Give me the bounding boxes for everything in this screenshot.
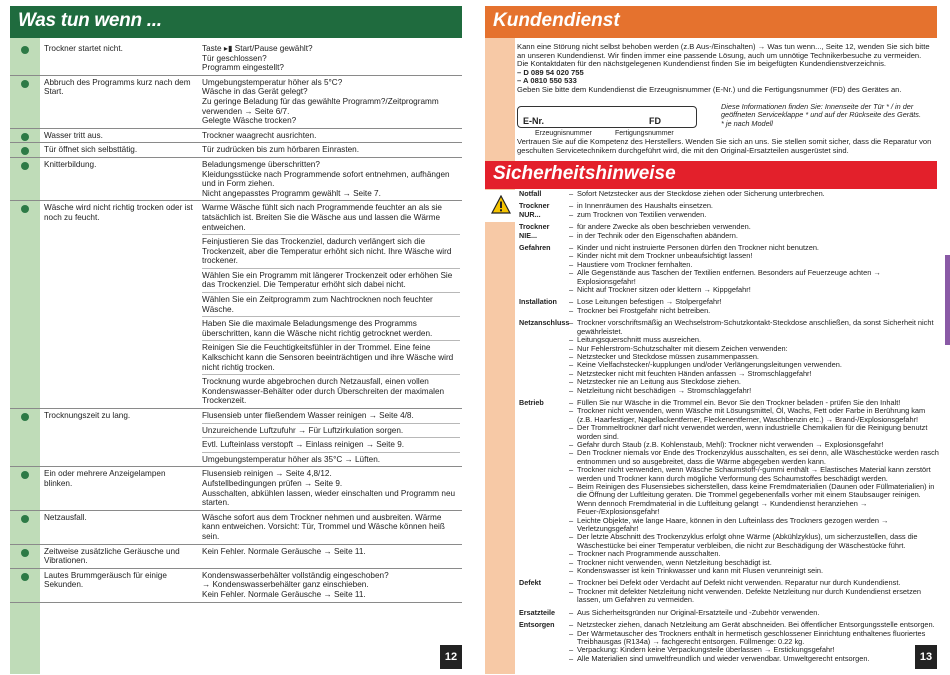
safety-item: – Haustiere vom Trockner fernhalten. [569,261,939,269]
solution-text: Wäsche sofort aus dem Trockner nehmen und ausbreiten. Wärme kann entweichen. Vorsicht: Tür, Trommel und Wäsche können heiß sein. [202,512,445,541]
kundendienst-line: Die Kontaktdaten für den nächstgelegenen Kundendienst finden Sie im beigefügten Kundendienstverzeichnis. [517,59,886,69]
fd-label: FD [649,116,661,126]
kundendienst-line: Geben Sie bitte dem Kundendienst die Erzeugnisnummer (E-Nr.) und die Fertigungsnummer (FD) des Gerätes an. [517,84,902,94]
enr-caption: Erzeugnisnummer [535,130,592,137]
safety-section-items [569,399,939,576]
safety-item: – Trockner nicht verwenden, wenn Wäsche mit Lösungsmittel, Öl, Wachs, Fett oder Farbe in Berührung kam (z.B. Haarfestiger, Nagellackentferner, Fleckenentferner, Waschbenzin etc.) → Brand-/Explosionsgefahr! [569,407,939,424]
safety-item: – Der Wärmetauscher des Trockners enthält in hermetisch geschlossener Einrichtung enthaltenes fluoriertes Treibhausgas (R134a) → fachgerecht entsorgen. Füllmenge: 0.22 kg. [569,630,939,647]
bullet-dot-icon [21,471,29,479]
safety-item: – Lose Leitungen befestigen → Stolpergefahr! [569,298,939,306]
bullet-dot-icon [21,80,29,88]
solution-text: Haben Sie die maximale Beladungsmenge des Programms überschritten, kann die Wäsche nicht richtig getrocknet werden. [202,316,460,340]
solution-text: Unzureichende Luftzufuhr → Für Luftzirkulation sorgen. [202,423,460,438]
solution-text: Feinjustieren Sie das Trockenziel, dadurch verlängert sich die Trockenzeit, aber die Temperatur erhöht sich nicht. Ihre Wäsche wird trockener. [202,234,460,268]
safety-item: – Trockner nach Programmende ausschalten. [569,550,939,558]
solutions-cell [200,42,462,75]
safety-section-label: Notfall [519,189,542,198]
solution-text: Beladungsmenge überschritten? Kleidungsstücke nach Programmende sofort entnehmen, aufhängen und in Form ziehen. Nicht angepasstes Programm gewählt → Seite 7. [202,159,450,198]
problem-cell: Lautes Brummgeräusch für einige Sekunden. [44,570,167,590]
bullet-dot-icon [21,549,29,557]
right-page [475,0,950,675]
safety-section [519,202,939,219]
problem-cell: Knitterbildung. [44,159,97,169]
table-row [10,409,462,467]
bullet-dot-icon [21,46,29,54]
safety-item: – Aus Sicherheitsgründen nur Original-Ersatzteile und -Zubehör verwenden. [569,609,939,617]
table-row [10,511,462,545]
table-row [10,569,462,603]
solution-text: Reinigen Sie die Feuchtigkeitsfühler in der Trommel. Eine feine Kalkschicht kann die Sensoren beeinträchtigen und ihre Wäsche wird nicht richtig trocken. [202,340,460,374]
solution-text: Umgebungstemperatur höher als 35°C → Lüften. [202,452,460,467]
safety-section-items [569,609,939,617]
safety-section-items [569,190,939,198]
type-plate-info: Diese Informationen finden Sie: Innenseite der Tür * / in der geöffneten Serviceklappe * und auf der Rückseite des Geräts. * je nach Modell [721,102,921,128]
troubleshooting-table [10,42,462,603]
safety-item: – Leitungsquerschnitt muss ausreichen. [569,336,939,344]
problem-cell: Wasser tritt aus. [44,130,103,140]
bullet-dot-icon [21,515,29,523]
safety-item: – für andere Zwecke als oben beschrieben verwenden. [569,223,939,231]
safety-section-label: Ersatzteile [519,607,555,617]
problem-cell: Tür öffnet sich selbsttätig. [44,145,138,155]
row-bullet [10,129,40,143]
kundendienst-text [517,43,937,95]
safety-section-label: Trockner NUR... [519,201,550,219]
table-row [10,76,462,129]
left-page-number: 12 [440,645,462,669]
row-bullet [10,201,40,408]
solution-text: Taste ▸▮ Start/Pause gewählt? Tür geschlossen? Programm eingestellt? [202,44,313,73]
safety-item: – Füllen Sie nur Wäsche in die Trommel ein. Bevor Sie den Trockner beladen - prüfen Sie den Inhalt! [569,399,939,407]
bullet-dot-icon [21,413,29,421]
safety-section-label: Defekt [519,578,541,588]
solution-text: Tür zudrücken bis zum hörbaren Einrasten. [202,145,360,155]
safety-section [519,621,939,663]
kundendienst-line: Kann eine Störung nicht selbst behoben werden (z.B Aus-/Einschalten) → Was tun wenn..., Seite 12, wenden Sie sich bitte an unseren Kundendienst. Wir finden immer eine passende Lösung, auch um unnötige Technikerbesuche zu vermeiden. [517,42,930,60]
solution-text: Trockner waagrecht ausrichten. [202,130,317,140]
table-row [10,158,462,201]
table-row [10,129,462,144]
table-row [10,545,462,569]
row-bullet [10,409,40,466]
row-bullet [10,158,40,200]
safety-item: – Alle Gegenstände aus Taschen der Textilien entfernen. Besonders auf Feuerzeuge achten → Explosionsgefahr! [569,269,939,286]
safety-item: – Sofort Netzstecker aus der Steckdose ziehen oder Sicherung unterbrechen. [569,190,939,198]
row-bullet [10,42,40,75]
row-bullet [10,569,40,602]
safety-section-items [569,319,939,395]
fd-caption: Fertigungsnummer [615,130,674,137]
problem-cell: Wäsche wird nicht richtig trocken oder ist noch zu feucht. [44,203,193,222]
safety-item: – Der letzte Abschnitt des Trockenzyklus erfolgt ohne Wärme (Abkühlzyklus), um sicherzustellen, dass die Wäschestücke bei einer Temperatur verbleiben, die nicht zur Beschädigung der Wäschestücke führt. [569,533,939,550]
safety-item: – Trockner nicht verwenden, wenn Netzleitung beschädigt ist. [569,559,939,567]
solution-text: Kein Fehler. Normale Geräusche → Seite 11. [202,546,366,556]
row-bullet [10,467,40,509]
safety-section-items [569,223,939,240]
safety-list [519,190,939,667]
bullet-dot-icon [21,147,29,155]
problem-cell: Ein oder mehrere Anzeigelampen blinken. [44,469,166,488]
safety-item: – zum Trocknen von Textilien verwenden. [569,211,939,219]
type-plate-box [517,102,707,137]
table-row [10,143,462,158]
kundendienst-line: – D 089 54 020 755 [517,67,584,77]
safety-section-items [569,202,939,219]
bullet-dot-icon [21,573,29,581]
problem-cell: Netzausfall. [44,512,87,522]
safety-item: – Netzstecker nicht mit feuchten Händen anfassen → Stromschlaggefahr! [569,370,939,378]
safety-item: – Der Trommeltrockner darf nicht verwendet werden, wenn industrielle Chemikalien für die Reinigung benutzt worden sind. [569,424,939,441]
safety-item: – Leichte Objekte, wie lange Haare, können in den Lufteinlass des Trockners gezogen werden → Verletzungsgefahr! [569,517,939,534]
section-gap [519,663,939,667]
solutions-cell [200,129,462,143]
safety-section-label: Betrieb [519,397,544,407]
safety-item: – Keine Vielfachstecker/-kupplungen und/oder Verlängerungsleitungen verwenden. [569,361,939,369]
solutions-cell [200,569,462,602]
safety-section-label: Netzanschluss [519,318,570,328]
page-edge-marker [945,255,950,345]
solutions-cell [200,511,462,544]
solution-text: Flusensieb reinigen → Seite 4,8/12. Aufstellbedingungen prüfen → Seite 9. Ausschalten, abkühlen lassen, wieder einschalten und Programm neu starten. [202,469,456,508]
table-row [10,467,462,510]
warning-triangle-icon [491,195,511,215]
solution-text: Kondenswasserbehälter vollständig eingeschoben? → Kondenswasserbehälter ganz einschieben. Kein Fehler. Normale Geräusche → Seite 11. [202,570,389,599]
bullet-dot-icon [21,205,29,213]
solutions-cell [200,201,462,408]
safety-section [519,579,939,604]
safety-section-label: Entsorgen [519,620,555,630]
row-bullet [10,511,40,544]
safety-title: Sicherheitshinweise [493,163,676,184]
safety-section [519,298,939,315]
left-page-header [10,6,462,38]
solutions-cell [200,545,462,568]
safety-header [485,161,937,189]
enr-label: E-Nr. [523,116,545,126]
safety-item: – Kinder nicht mit dem Trockner unbeaufsichtigt lassen! [569,252,939,260]
safety-item: – Trockner mit defekter Netzleitung nicht verwenden. Defekte Netzleitung nur durch Kundendienst ersetzen lassen, um Gefahren zu vermeiden. [569,588,939,605]
bullet-dot-icon [21,133,29,141]
safety-section-items [569,579,939,604]
kundendienst-header [485,6,937,38]
row-bullet [10,76,40,128]
safety-section-items [569,244,939,294]
safety-item: – Kinder und nicht instruierte Personen dürfen den Trockner nicht benutzen. [569,244,939,252]
solutions-cell [200,158,462,200]
solution-text: Umgebungstemperatur höher als 5°C? Wäsche in das Gerät gelegt? Zu geringe Beladung für das gewählte Programm?/Zeitprogramm verwenden → Seite 6/7. Gelegte Wäsche trocken? [202,77,439,126]
safety-item: – Nur Fehlerstrom-Schutzschalter mit diesem Zeichen verwenden: [569,345,939,353]
problem-cell: Trockner startet nicht. [44,44,123,53]
safety-item: – Trockner bei Defekt oder Verdacht auf Defekt nicht verwenden. Reparatur nur durch Kundendienst. [569,579,939,587]
right-stripe [485,6,515,674]
safety-section-label: Installation [519,297,557,307]
left-page-title: Was tun wenn ... [18,10,162,31]
safety-item: – Verpackung: Kindern keine Verpackungsteile überlassen → Erstickungsgefahr! [569,646,939,654]
problem-cell: Zeitweise zusätzliche Geräusche und Vibrationen. [44,546,180,566]
safety-item: – Netzstecker und Steckdose müssen zusammenpassen. [569,353,939,361]
solution-text: Trocknung wurde abgebrochen durch Netzausfall, einen vollen Kondenswasser-Behälter oder durch Überschreiten der maximalen Trockenzeit. [202,374,460,408]
table-row [10,201,462,409]
table-row [10,42,462,76]
solutions-cell [200,467,462,509]
safety-section-label: Gefahren [519,243,551,253]
right-page-number: 13 [915,645,937,669]
solution-text: Wählen Sie ein Programm mit längerer Trockenzeit oder erhöhen Sie das Trockenziel. Die Temperatur erhöht sich dabei nicht. [202,268,460,292]
solution-text: Flusensieb unter fließendem Wasser reinigen → Seite 4/8. [202,411,414,420]
solution-text: Warme Wäsche fühlt sich nach Programmende feuchter an als sie tatsächlich ist. Breiten Sie die Wäsche aus und lassen die Wärme entweichen. [202,203,442,232]
safety-section [519,609,939,617]
safety-item: – Netzstecker nie an Leitung aus Steckdose ziehen. [569,378,939,386]
safety-section [519,223,939,240]
safety-section [519,244,939,294]
row-bullet [10,143,40,157]
safety-item: – Netzstecker ziehen, danach Netzleitung am Gerät abschneiden. Bei öffentlicher Entsorgungsstelle entsorgen. [569,621,939,629]
safety-item: – Kondenswasser ist kein Trinkwasser und kann mit Flusen verunreinigt sein. [569,567,939,575]
safety-item: – Den Trockner niemals vor Ende des Trockenzyklus ausschalten, es sei denn, alle Wäschestücke werden rasch entnommen und so ausgebreitet, dass die Wärme abgegeben werden kann. [569,449,939,466]
safety-item: – Nicht auf Trockner sitzen oder klettern → Kippgefahr! [569,286,939,294]
kundendienst-title: Kundendienst [493,10,620,31]
safety-item: – Netzleitung nicht beschädigen → Stromschlaggefahr! [569,387,939,395]
safety-item: – Alle Materialien sind umweltfreundlich und wieder verwendbar. Umweltgerecht entsorgen. [569,655,939,663]
kundendienst-line: – A 0810 550 533 [517,76,577,86]
safety-section-items [569,298,939,315]
safety-item: – Trockner bei Frostgefahr nicht betreiben. [569,307,939,315]
safety-item: – Trockner vorschriftsmäßig an Wechselstrom-Schutzkontakt-Steckdose anschließen, da sonst Sicherheit nicht gewährleistet. [569,319,939,336]
safety-section-label: Trockner NIE... [519,222,550,240]
safety-item: – Gefahr durch Staub (z.B. Kohlenstaub, Mehl): Trockner nicht verwenden → Explosionsgefahr! [569,441,939,449]
solutions-cell [200,76,462,128]
safety-item: – in der Technik oder den Eigenschaften abändern. [569,232,939,240]
bullet-dot-icon [21,162,29,170]
solution-text: Wählen Sie ein Zeitprogramm zum Nachtrocknen noch feuchter Wäsche. [202,292,460,316]
safety-item: – Trockner nicht verwenden, wenn Wäsche Schaumstoff-/-gummi enthält → Elastisches Material kann zerstört werden und Trockner kann durch mögliche Verformung des Schaumstoffes beschädigt werden. [569,466,939,483]
safety-section [519,319,939,395]
safety-item: – Beim Reinigen des Flusensiebes sicherstellen, dass keine Fremdmaterialien (Daunen oder Füllmaterialien) in die Öffnung der Luftleitung geraten. Die Trommel gegebenenfalls vorher mit einem Staubsauger reinigen. Wenn dennoch Fremdmaterial in die Luftleitung gelangt → Kundendienst heranziehen → Feuer-/Explosionsgefahr! [569,483,939,517]
kundendienst-trust-text: Vertrauen Sie auf die Kompetenz des Herstellers. Wenden Sie sich an uns. Sie stellen somit sicher, dass die Reparatur von geschulten Servicetechnikern durchgeführt wird, die mit den Original-Ersatzteilen ausgerüstet sind. [517,137,932,155]
safety-item: – in Innenräumen des Haushalts einsetzen. [569,202,939,210]
solutions-cell [200,143,462,157]
problem-cell: Trocknungszeit zu lang. [44,411,131,420]
safety-section [519,190,939,198]
safety-section-items [569,621,939,663]
problem-cell: Abbruch des Programms kurz nach dem Start. [44,77,191,97]
row-bullet [10,545,40,568]
solution-text: Evtl. Lufteinlass verstopft → Einlass reinigen → Seite 9. [202,437,460,452]
safety-section [519,399,939,576]
solutions-cell [200,409,462,466]
